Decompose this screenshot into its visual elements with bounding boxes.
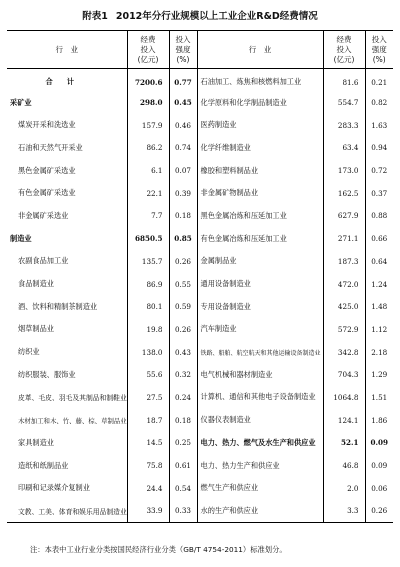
rd-funds-value: 124.1 (323, 409, 365, 432)
rd-funds-value: 7.7 (127, 205, 169, 228)
rd-intensity-value: 2.18 (365, 341, 393, 364)
rd-intensity-value: 1.48 (365, 295, 393, 318)
rd-intensity-value: 0.37 (365, 182, 393, 205)
header-intensity: 投入 强度 (%) (169, 31, 197, 69)
rd-funds-value: 135.7 (127, 250, 169, 273)
industry-name: 计算机、通信和其他电子设备制造业 (197, 386, 323, 409)
industry-name: 采矿业 (10, 97, 32, 107)
industry-name: 酒、饮料和精制茶制造业 (18, 301, 98, 311)
rd-funds-value: 7200.6 (127, 69, 169, 92)
header-funds: 经费 投入 (亿元) (127, 31, 169, 69)
rd-funds-value: 1064.8 (323, 386, 365, 409)
rd-intensity-value: 0.26 (365, 500, 393, 523)
rd-funds-value: 22.1 (127, 182, 169, 205)
rd-intensity-value: 0.43 (169, 341, 197, 364)
rd-funds-value: 271.1 (323, 227, 365, 250)
industry-name: 有色金属冶炼和压延加工业 (197, 227, 323, 250)
rd-funds-value: 342.8 (323, 341, 365, 364)
industry-name: 印刷和记录媒介复制业 (18, 483, 90, 493)
rd-intensity-value: 0.72 (365, 159, 393, 182)
industry-name: 化学纤维制造业 (197, 137, 323, 160)
rd-intensity-value: 0.18 (169, 205, 197, 228)
table-row (7, 477, 393, 500)
rd-funds-value: 162.5 (323, 182, 365, 205)
table-row (7, 432, 393, 455)
table-row (7, 500, 393, 523)
table-row (7, 69, 393, 92)
industry-name: 通用设备制造业 (197, 273, 323, 296)
rd-funds-value: 283.3 (323, 114, 365, 137)
table-row (7, 363, 393, 386)
rd-intensity-value: 0.59 (169, 295, 197, 318)
rd-intensity-value: 0.24 (169, 386, 197, 409)
rd-funds-table (7, 30, 393, 523)
table-row (7, 409, 393, 432)
industry-name: 非金属矿物制品业 (197, 182, 323, 205)
rd-funds-value: 46.8 (323, 454, 365, 477)
rd-intensity-value: 0.82 (365, 91, 393, 114)
table-row (7, 91, 393, 114)
rd-intensity-value: 0.09 (365, 432, 393, 455)
rd-funds-value: 6850.5 (127, 227, 169, 250)
table-title-text: 2012年分行业规模以上工业企业R&D经费情况 (115, 11, 318, 22)
industry-name: 石油和天然气开采业 (18, 142, 83, 152)
table-row (7, 341, 393, 364)
rd-funds-value: 33.9 (127, 500, 169, 523)
rd-funds-value: 704.3 (323, 363, 365, 386)
table-number: 附表1 (82, 11, 108, 22)
industry-name: 家具制造业 (18, 437, 54, 447)
table-row (7, 454, 393, 477)
table-footnote: 注：本表中工业行业分类按国民经济行业分类（GB/T 4754-2011）标准划分。 (30, 545, 287, 554)
rd-intensity-value: 0.45 (169, 91, 197, 114)
rd-intensity-value: 0.09 (365, 454, 393, 477)
rd-intensity-value: 0.74 (169, 137, 197, 160)
rd-intensity-value: 1.63 (365, 114, 393, 137)
rd-funds-value: 157.9 (127, 114, 169, 137)
industry-name: 铁路、船舶、航空航天和其他运输设备制造业 (197, 341, 323, 364)
industry-name: 纺织服装、服饰业 (18, 369, 76, 379)
rd-funds-value: 63.4 (323, 137, 365, 160)
table-row (7, 227, 393, 250)
header-funds-right: 经费 投入 (亿元) (323, 31, 365, 69)
industry-name: 专用设备制造业 (197, 295, 323, 318)
industry-name: 农副食品加工业 (18, 256, 69, 266)
rd-funds-value: 80.1 (127, 295, 169, 318)
industry-name: 电气机械和器材制造业 (197, 363, 323, 386)
industry-name: 煤炭开采和洗选业 (18, 120, 76, 130)
rd-funds-value: 55.6 (127, 363, 169, 386)
industry-name: 非金属矿采选业 (18, 210, 69, 220)
rd-funds-value: 187.3 (323, 250, 365, 273)
rd-funds-value: 6.1 (127, 159, 169, 182)
rd-intensity-value: 0.77 (169, 69, 197, 92)
table-header-row (7, 31, 393, 69)
industry-name: 烟草制品业 (18, 324, 54, 334)
rd-intensity-value: 1.12 (365, 318, 393, 341)
rd-funds-value: 75.8 (127, 454, 169, 477)
industry-name: 食品制造业 (18, 279, 54, 289)
industry-name: 文教、工美、体育和娱乐用品制造业 (18, 507, 127, 516)
table-row (7, 318, 393, 341)
industry-name: 医药制造业 (197, 114, 323, 137)
industry-name: 化学原料和化学制品制造业 (197, 91, 323, 114)
rd-intensity-value: 0.32 (169, 363, 197, 386)
header-industry: 行 业 (55, 44, 78, 54)
rd-intensity-value: 0.25 (169, 432, 197, 455)
industry-name: 合计 (45, 77, 88, 87)
table-row (7, 273, 393, 296)
rd-funds-value: 19.8 (127, 318, 169, 341)
table-row (7, 205, 393, 228)
rd-intensity-value: 0.66 (365, 227, 393, 250)
rd-intensity-value: 0.39 (169, 182, 197, 205)
industry-name: 木材加工和木、竹、藤、棕、草制品业 (18, 416, 127, 425)
industry-name: 汽车制造业 (197, 318, 323, 341)
table-row (7, 182, 393, 205)
table-row (7, 295, 393, 318)
rd-intensity-value: 0.55 (169, 273, 197, 296)
rd-funds-value: 18.7 (127, 409, 169, 432)
rd-funds-value: 27.5 (127, 386, 169, 409)
rd-intensity-value: 0.61 (169, 454, 197, 477)
rd-intensity-value: 0.94 (365, 137, 393, 160)
rd-intensity-value: 0.85 (169, 227, 197, 250)
rd-intensity-value: 0.33 (169, 500, 197, 523)
rd-funds-value: 138.0 (127, 341, 169, 364)
industry-name: 仪器仪表制造业 (197, 409, 323, 432)
industry-name: 橡胶和塑料制品业 (197, 159, 323, 182)
header-intensity-right: 投入 强度 (%) (365, 31, 393, 69)
rd-intensity-value: 0.18 (169, 409, 197, 432)
rd-funds-value: 572.9 (323, 318, 365, 341)
table-row (7, 114, 393, 137)
rd-funds-value: 2.0 (323, 477, 365, 500)
table-row (7, 386, 393, 409)
rd-intensity-value: 0.06 (365, 477, 393, 500)
rd-intensity-value: 1.86 (365, 409, 393, 432)
industry-name: 有色金属矿采选业 (18, 188, 76, 198)
industry-name: 皮革、毛皮、羽毛及其制品和制鞋业 (18, 394, 127, 403)
rd-funds-value: 173.0 (323, 159, 365, 182)
rd-funds-value: 86.9 (127, 273, 169, 296)
rd-intensity-value: 0.07 (169, 159, 197, 182)
rd-funds-value: 86.2 (127, 137, 169, 160)
industry-name: 黑色金属冶炼和压延加工业 (197, 205, 323, 228)
industry-name: 制造业 (10, 233, 32, 243)
rd-intensity-value: 0.88 (365, 205, 393, 228)
table-row (7, 159, 393, 182)
industry-name: 黑色金属矿采选业 (18, 165, 76, 175)
rd-intensity-value: 0.21 (365, 69, 393, 92)
rd-intensity-value: 1.29 (365, 363, 393, 386)
industry-name: 电力、热力、燃气及水生产和供应业 (197, 432, 323, 455)
industry-name: 燃气生产和供应业 (197, 477, 323, 500)
rd-intensity-value: 0.64 (365, 250, 393, 273)
rd-funds-value: 554.7 (323, 91, 365, 114)
industry-name: 纺织业 (18, 347, 40, 357)
industry-name: 石油加工、炼焦和核燃料加工业 (197, 69, 323, 92)
table-title (0, 8, 400, 22)
rd-funds-value: 627.9 (323, 205, 365, 228)
rd-intensity-value: 0.26 (169, 250, 197, 273)
table-row (7, 137, 393, 160)
rd-funds-value: 298.0 (127, 91, 169, 114)
rd-funds-value: 3.3 (323, 500, 365, 523)
industry-name: 水的生产和供应业 (197, 500, 323, 523)
industry-name: 金属制品业 (197, 250, 323, 273)
rd-funds-value: 81.6 (323, 69, 365, 92)
rd-funds-value: 472.0 (323, 273, 365, 296)
rd-funds-value: 425.0 (323, 295, 365, 318)
rd-intensity-value: 1.24 (365, 273, 393, 296)
rd-funds-value: 52.1 (323, 432, 365, 455)
rd-intensity-value: 1.51 (365, 386, 393, 409)
rd-intensity-value: 0.26 (169, 318, 197, 341)
rd-intensity-value: 0.46 (169, 114, 197, 137)
industry-name: 造纸和纸制品业 (18, 460, 69, 470)
rd-funds-value: 24.4 (127, 477, 169, 500)
rd-intensity-value: 0.54 (169, 477, 197, 500)
rd-funds-value: 14.5 (127, 432, 169, 455)
header-industry-right: 行 业 (197, 31, 323, 69)
table-row (7, 250, 393, 273)
industry-name: 电力、热力生产和供应业 (197, 454, 323, 477)
